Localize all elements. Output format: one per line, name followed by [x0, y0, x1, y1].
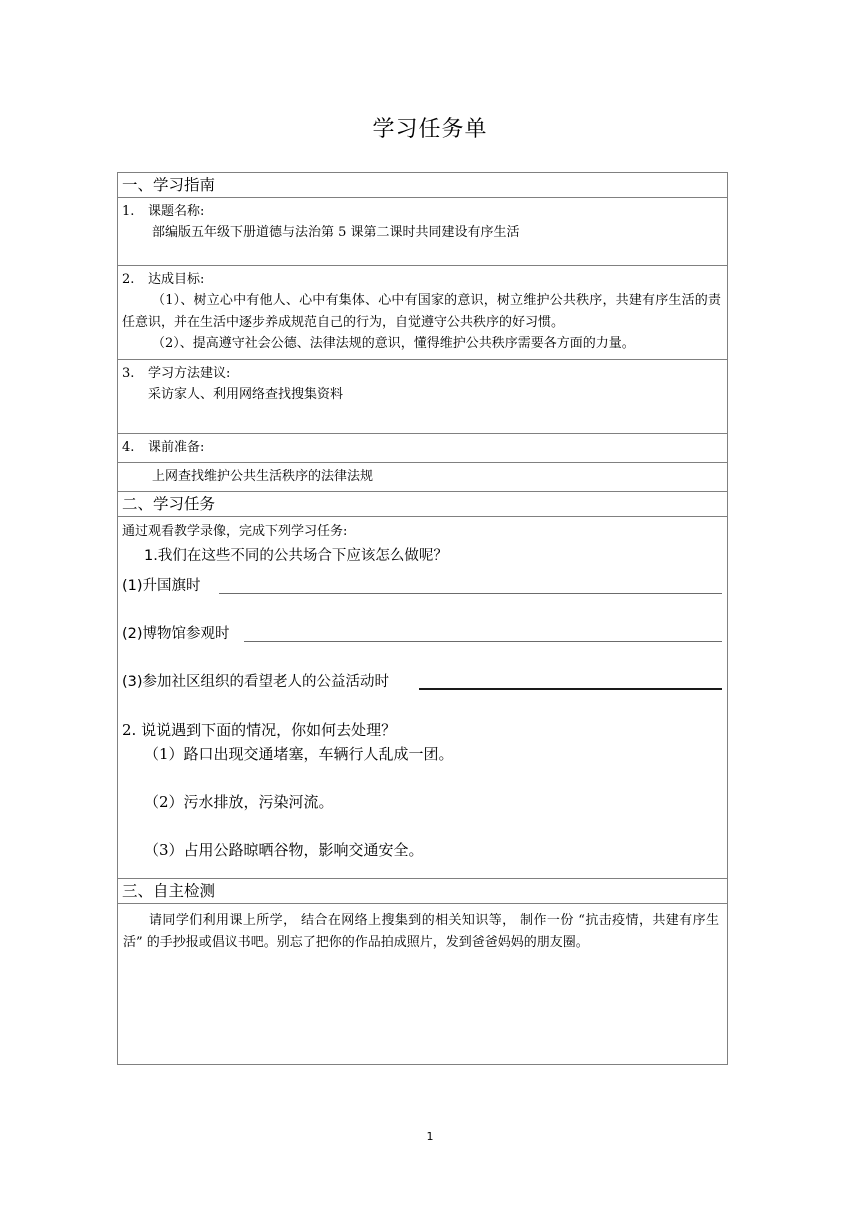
page-title: 学习任务单: [372, 117, 488, 142]
goals-line-2: （2）、提高遵守社会公德、法律法规的意识，懂得维护公共秩序需要各方面的力量。: [152, 336, 635, 351]
section-heading-guide: 一、学习指南: [118, 173, 728, 198]
guide-item-goals: [118, 266, 728, 360]
blank-row-2: [122, 622, 722, 646]
prep-label-line: [122, 437, 721, 458]
blank-row-1: [122, 574, 722, 598]
goals-number: 2.: [122, 272, 135, 287]
blank-label-2: (2)博物馆参观时: [122, 625, 230, 642]
task-question-2: 2. 说说遇到下面的情况，你如何去处理？: [122, 720, 397, 739]
guide-item-prep-content-cell: [118, 462, 728, 491]
q2-spacer-2: [122, 814, 722, 838]
topic-label-line: [122, 201, 721, 222]
task-question-2-item-1: （1）路口出现交通堵塞，车辆行人乱成一团。: [144, 744, 454, 763]
page-number: 1: [426, 1130, 434, 1143]
prep-content: 上网查找维护公共生活秩序的法律法规: [152, 468, 374, 484]
table-row-prep-content: [118, 462, 728, 491]
blank-spacer-3: [122, 694, 722, 718]
task-body-cell: [118, 516, 728, 878]
q2-spacer-3: [122, 862, 722, 872]
section-heading-task: 二、学习任务: [118, 491, 728, 516]
blank-input-3[interactable]: [419, 688, 722, 690]
table-row-topic-name: [118, 198, 728, 266]
table-row-goals: [118, 266, 728, 360]
topic-spacer: [122, 243, 721, 261]
table-row-check-body: [118, 903, 728, 1064]
methods-label: 学习方法建议:: [148, 365, 231, 381]
methods-spacer: [122, 405, 721, 429]
blank-row-3: [122, 670, 722, 694]
goals-line-1: （1）、树立心中有他人、心中有集体、心中有国家的意识，树立维护公共秩序，共建有序生活的责任意识，并在生活中逐步养成规范自己的行为，自觉遵守公共秩序的好习惯。: [122, 293, 721, 330]
methods-label-line: [122, 363, 721, 384]
topic-label: 课题名称:: [148, 204, 205, 219]
task-question-2-item-2: （2）污水排放，污染河流。: [144, 792, 334, 811]
table-row-check-heading: [118, 878, 728, 903]
prep-label: 课前准备:: [148, 439, 205, 455]
table-row-prep-label: [118, 433, 728, 462]
table-row-task-heading: [118, 491, 728, 516]
guide-item-prep: [118, 433, 728, 462]
blank-spacer-1: [122, 598, 722, 616]
table-row-guide-heading: [118, 173, 728, 198]
topic-number: 1.: [122, 204, 135, 219]
blank-label-1: (1)升国旗时: [122, 577, 201, 594]
topic-content: 部编版五年级下册道德与法治第 5 课第二课时共同建设有序生活: [152, 225, 520, 240]
table-row-task-body: [118, 516, 728, 878]
check-content: 请同学们利用课上所学， 结合在网络上搜集到的相关知识等， 制作一份 “抗击疫情，共建有序生活” 的手抄报或倡议书吧。别忘了把你的作品拍成照片，发到爸爸妈妈的朋友圈。: [123, 912, 719, 950]
blank-input-1[interactable]: [219, 593, 722, 594]
task-question-2-item-3: （3）占用公路晾晒谷物，影响交通安全。: [144, 840, 424, 859]
goals-label: 达成目标:: [148, 272, 205, 287]
learning-task-table: [117, 172, 728, 1065]
task-intro: 通过观看教学录像，完成下列学习任务:: [122, 523, 348, 539]
methods-content: 采访家人、利用网络查找搜集资料: [148, 386, 344, 402]
guide-item-methods: [118, 359, 728, 433]
check-body-cell: [118, 903, 728, 1064]
blank-spacer-2: [122, 646, 722, 664]
prep-number: 4.: [122, 439, 135, 455]
guide-item-topic: [118, 198, 728, 266]
blank-input-2[interactable]: [244, 641, 722, 642]
table-row-methods: [118, 359, 728, 433]
section-heading-check: 三、自主检测: [118, 878, 728, 903]
q2-spacer-1: [122, 766, 722, 790]
blank-label-3: (3)参加社区组织的看望老人的公益活动时: [122, 673, 390, 690]
methods-number: 3.: [122, 365, 135, 381]
task-question-1: 1.我们在这些不同的公共场合下应该怎么做呢？: [144, 547, 448, 564]
goals-label-line: [122, 269, 721, 290]
